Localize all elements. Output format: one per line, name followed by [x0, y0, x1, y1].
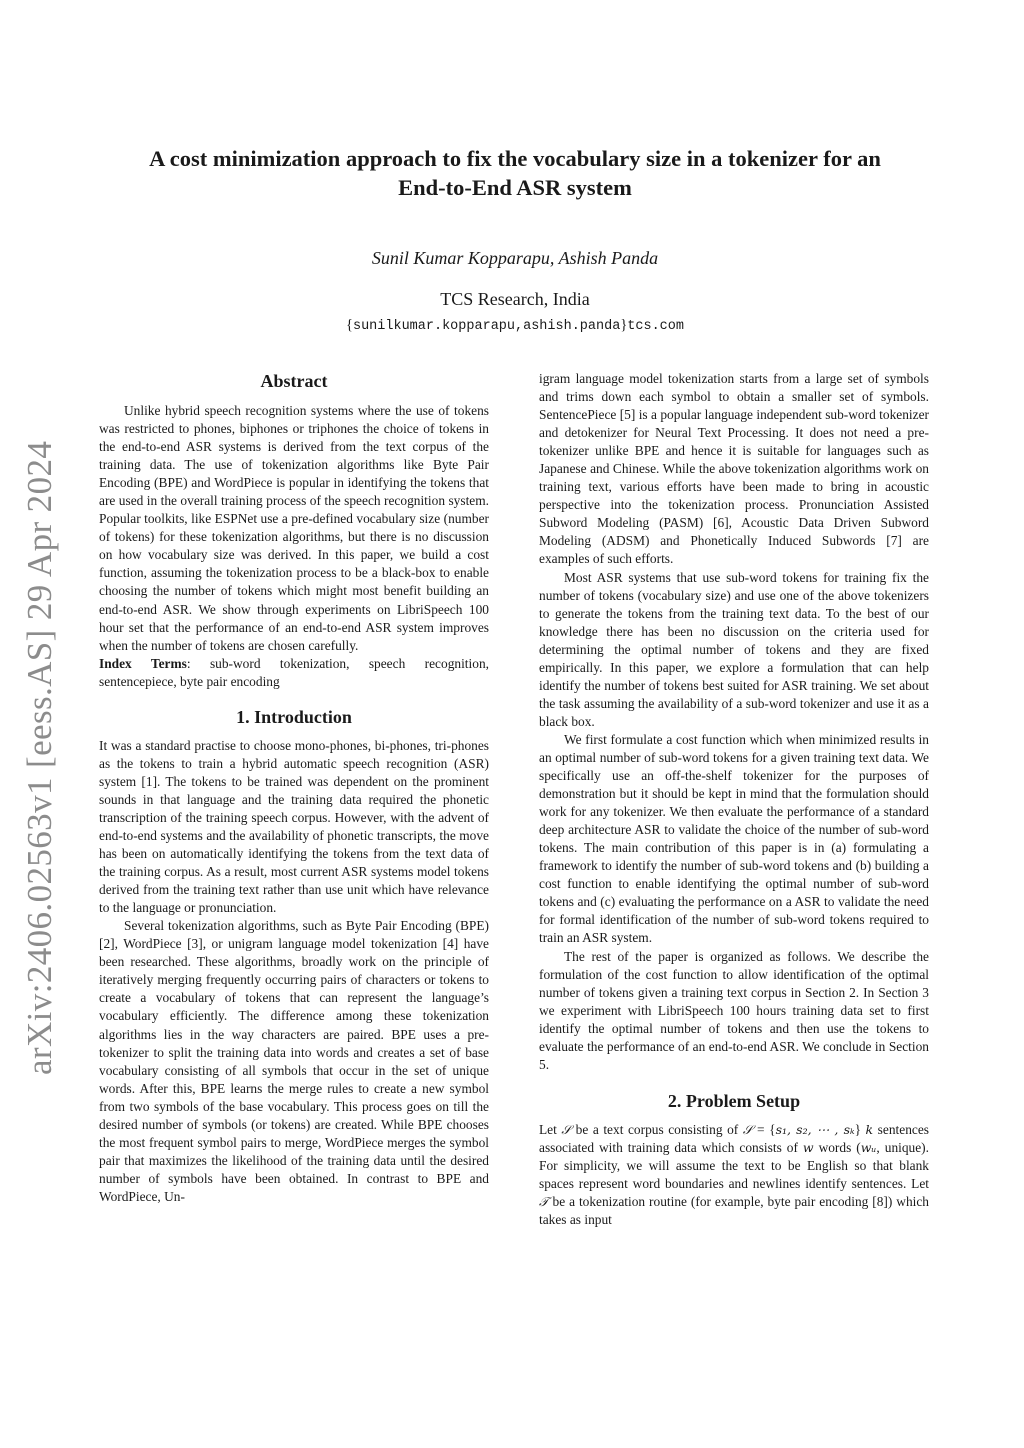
authors: Sunil Kumar Kopparapu, Ashish Panda	[371, 248, 659, 268]
var-k: k	[865, 1121, 874, 1137]
symbol-corpus: 𝒮	[742, 1121, 753, 1137]
introduction-heading: 1. Introduction	[236, 706, 352, 727]
index-terms	[99, 655, 489, 691]
corpus-set-items: s₁, s₂, ⋯ , sₖ	[775, 1121, 855, 1137]
abstract-body: Unlike hybrid speech recognition systems where the use of tokens was restricted to phones, biphones or triphones the choice of tokens in the end-to-end ASR systems is derived from the text corpus of the training data. The use of tokenization algorithms like Byte Pair Encoding (BPE) and WordPiece is popular in identifying the tokens that are used in the overall training process of the speech recognition system. Popular toolkits, like ESPNet use a pre-defined vocabulary size (number of tokens) for these tokenization algorithms, but there is no discussion on how vocabulary size was derived. In this paper, we build a cost function, assuming the tokenization process to be a black-box to enable choosing the number of tokens which might most benefit building an end-to-end ASR. We show through experiments on LibriSpeech 100 hour set that the performance of an end-to-end ASR system improves when the number of tokens are chosen carefully.	[99, 403, 489, 653]
title-line-1: A cost minimization approach to fix the vocabulary size in a tokenizer for an	[149, 146, 881, 171]
intro-paragraph-1: It was a standard practise to choose mono-phones, bi-phones, tri-phones as the tokens to train a hybrid automatic speech recognition (ASR) system [1]. The tokens to be trained was dependent on the prominent sounds in that language and the training data required the phonetic transcription of the training speech corpus. However, with the advent of end-to-end systems and the availability of phonetic transcripts, the move has been on automatically identifying the tokens from the text data of the training corpus. As a result, most current ASR systems model tokens derived from the training text rather than use unit which have relevance to the language or pronunciation.	[99, 737, 489, 916]
email-domain: tcs.com	[627, 319, 684, 334]
email-open-brace: {	[346, 317, 353, 333]
index-terms-label: Index Terms	[99, 655, 187, 671]
ps-text: , unique). For simplicity, we will assume the text to be English so that blank spaces represent word boundaries and newlines identify sentences. Let	[539, 1139, 929, 1191]
var-wu: wᵤ	[860, 1139, 877, 1155]
ps-text: be a tokenization routine (for example, byte pair encoding [8]) which takes as input	[539, 1194, 929, 1228]
var-w: w	[802, 1139, 814, 1155]
email-users: sunilkumar.kopparapu,ashish.panda	[352, 319, 621, 334]
intro-paragraph-2-continued: igram language model tokenization starts from a large set of symbols and trims down each symbol to obtain a smaller set of symbols. SentencePiece [5] is a popular language independent sub-word tokenizer and detokenizer for Neural Text Processing. It does not need a pre-tokenizer unlike BPE and hence it is suitable for languages such as Japanese and Chinese. While the above tokenization algorithms work on training text, various efforts have been made to bring in acoustic perspective into the tokenization process. Pronunciation Assisted Subword Modeling (PASM) [6], Acoustic Data Driven Subword Modeling (ADSM) and Phonetically Induced Subwords [7] are examples of such efforts.	[539, 371, 929, 567]
ps-text: = {	[752, 1121, 776, 1137]
intro-paragraph-2: Several tokenization algorithms, such as Byte Pair Encoding (BPE) [2], WordPiece [3], or unigram language model tokenization [4] have been researched. These algorithms, broadly work on the principle of iteratively merging frequently occurring pairs of characters or tokens to create a vocabulary of tokens that can represent the language’s vocabulary efficiently. The difference among these tokenization algorithms lies in the way characters are paired. BPE uses a pre-tokenizer to split the training data into words and creates a set of base vocabulary consisting of all symbols that occur in the set of unique words. After this, BPE learns the merge rules to create a new symbol from two symbols of the base vocabulary. This process goes on till the desired number of symbols (or tokens) are created. While BPE chooses the most frequent symbol pairs to merge, WordPiece merges the symbol pair that maximizes the likelihood of the training data until the desired number of symbols have been obtained. In contrast to BPE and WordPiece, Un-	[99, 918, 489, 1204]
index-terms-text: : sub-word tokenization, speech recognition, sentencepiece, byte pair encoding	[99, 655, 489, 689]
affiliation: TCS Research, India	[440, 289, 590, 309]
symbol-corpus: 𝒮	[561, 1121, 572, 1137]
problem-setup-heading: 2. Problem Setup	[667, 1090, 801, 1111]
ps-text: Let	[539, 1121, 562, 1137]
symbol-tokenizer: 𝒯	[539, 1194, 549, 1210]
arxiv-stamp: arXiv:2406.02563v1 [eess.AS] 29 Apr 2024	[20, 440, 59, 1075]
right-column	[539, 370, 929, 1229]
title-line-2: End-to-End ASR system	[398, 175, 632, 200]
problem-setup-paragraph	[539, 1121, 929, 1229]
intro-paragraph-3: Most ASR systems that use sub-word tokens for training fix the number of tokens (vocabulary size) and use one of the above tokenizers to generate the tokens from the training text data. To the best of our knowledge there has been no discussion on the criteria used for determining the optimal number of tokens and they are fixed empirically. In this paper, we explore a formulation that can help identify the number of tokens best suited for ASR training. We set about the task assuming the availability of a sub-word tokenizer and use it as a black box.	[539, 569, 929, 729]
author-emails	[100, 317, 930, 334]
intro-paragraph-5: The rest of the paper is organized as follows. We describe the formulation of the cost function to allow identification of the optimal number of tokens given a training text corpus in Section 2. In Section 3 we experiment with LibriSpeech 100 hours training data set to first identify the optimal number of tokens and then use the tokens to evaluate the performance of an end-to-end ASR. We conclude in Section 5.	[539, 948, 929, 1072]
abstract-heading: Abstract	[260, 371, 328, 391]
email-close-brace: }	[620, 317, 628, 333]
intro-paragraph-4: We first formulate a cost function which when minimized results in an optimal number of sub-word tokens for a given training text data. We specifically use an off-the-shelf tokenizer for the purposes of demonstration but it should be kept in mind that the formulation should work for any tokenizer. We then evaluate the performance of a standard deep architecture ASR to validate the choice of the number of sub-word tokens. The main contribution of this paper is in (a) formulating a framework to identify the number of sub-word tokens and (b) building a cost function to enable identifying the optimal number of sub-word tokens and (c) evaluating the performance on a ASR to validate the need for formal identification of the number of sub-word tokens required to train an ASR system.	[539, 731, 929, 946]
ps-text: }	[854, 1121, 866, 1137]
paper-title	[100, 144, 930, 202]
ps-text: sentences associated with training data which consists of	[539, 1121, 929, 1155]
left-column	[99, 370, 489, 1206]
ps-text: words (	[813, 1139, 861, 1155]
ps-text: be a text corpus consisting of	[571, 1121, 743, 1137]
